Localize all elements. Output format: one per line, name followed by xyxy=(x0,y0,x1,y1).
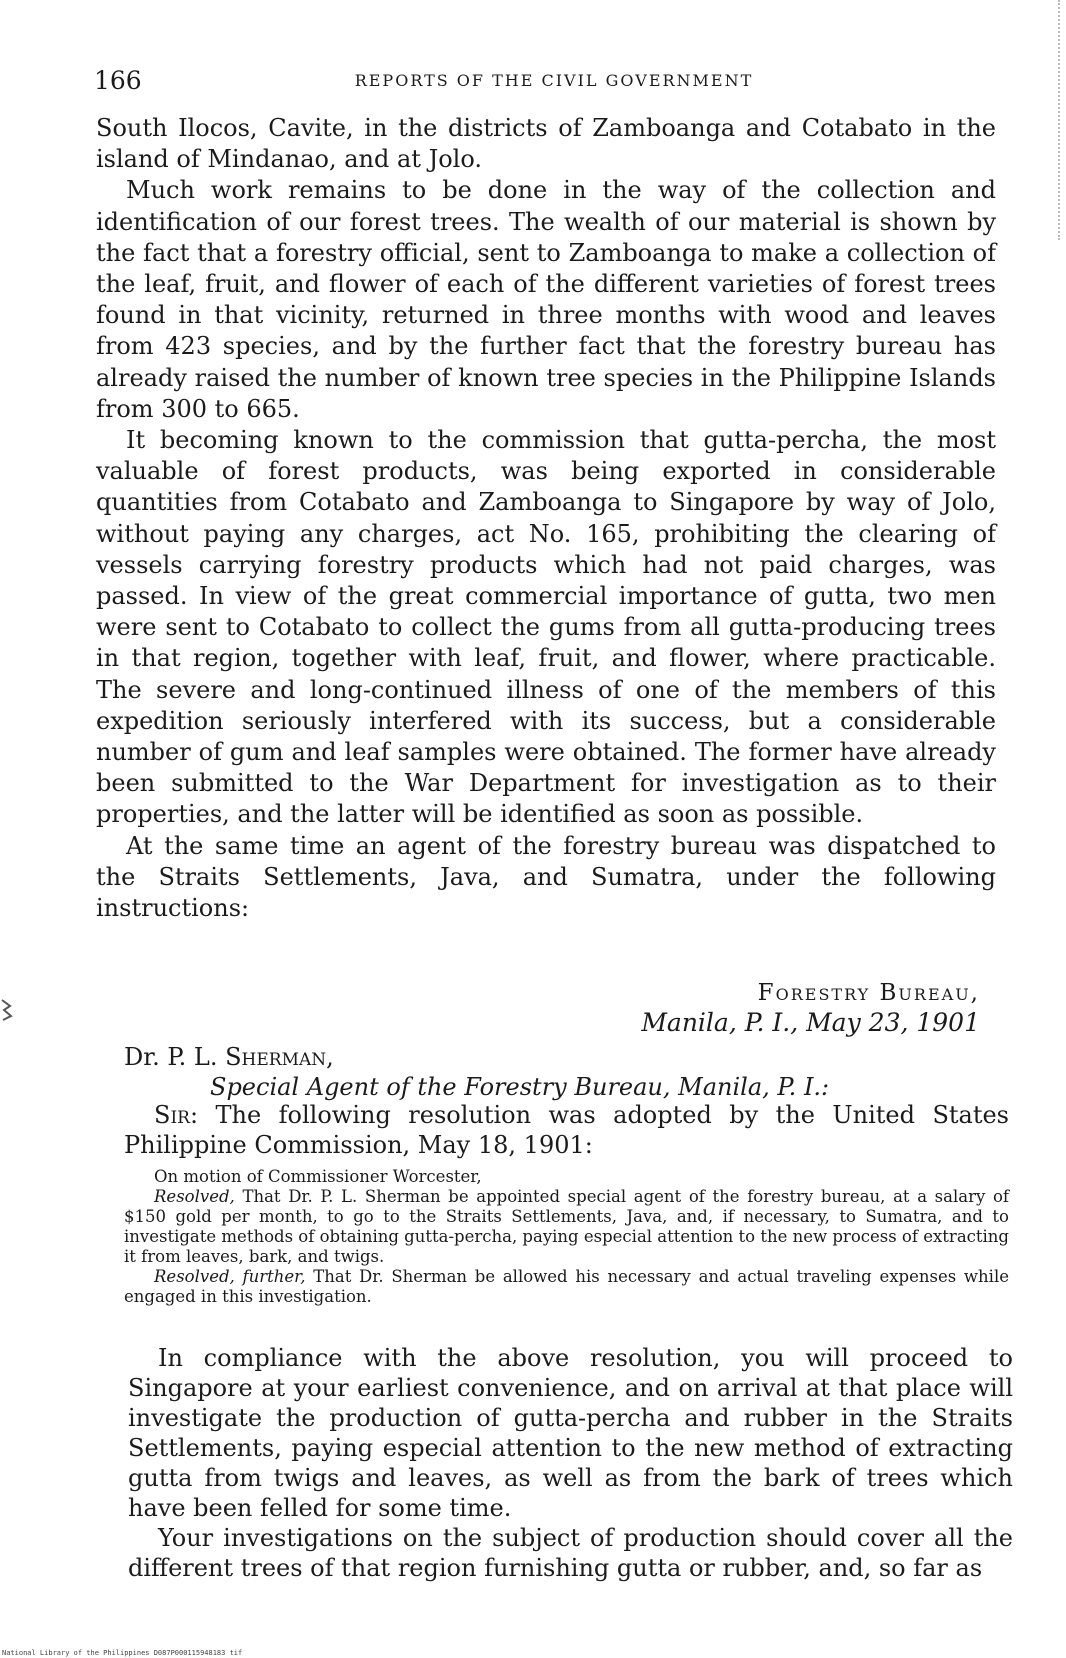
body-text xyxy=(96,113,996,924)
page-header xyxy=(94,66,974,96)
salutation xyxy=(124,1100,1009,1160)
instructions-paragraph-2: Your investigations on the subject of production should cover all the different trees of that region furnishing gutta or rubber, and, so far as xyxy=(128,1524,1013,1582)
resolved-further-text: That Dr. Sherman be allowed his necessary and actual traveling expenses while engaged in this investigation. xyxy=(124,1267,1010,1306)
paragraph-agent-dispatch: At the same time an agent of the forestry bureau was dispatched to the Straits Settlements, Java, and Sumatra, under the following instructions: xyxy=(96,831,996,923)
salutation-sir: Sir: xyxy=(154,1101,199,1129)
letter-date: Manila, P. I., May 23, 1901 xyxy=(641,1008,980,1037)
addressee-title: Dr. P. L. xyxy=(124,1043,218,1071)
paragraph-gutta-percha: It becoming known to the commission that gutta-percha, the most valuable of forest products, was being exported in considerable quantities from Cotabato and Zamboanga to Singapore by way of Jolo, without paying any charges, act No. 165, prohibiting the clearing of vessels carrying forestry products which had not paid charges, was passed. In view of the great commercial importance of gutta, two men were sent to Cotabato to collect the gums from all gutta-producing trees in that region, together with leaf, fruit, and flower, where practicable. The severe and long-continued illness of one of the members of this expedition seriously interfered with its success, but a considerable number of gum and leaf samples were obtained. The former have already been submitted to the War Department for investigation as to their properties, and the latter will be identified as soon as possible. xyxy=(96,426,996,829)
paragraph-forest-trees: Much work remains to be done in the way of the collection and identification of our forest trees. The wealth of our material is shown by the fact that a forestry official, sent to Zamboanga to make a collection of the leaf, fruit, and flower of each of the different varieties of forest trees found in that vicinity, returned in three months with wood and leaves from 423 species, and by the further fact that the forestry bureau has already raised the number of known tree species in the Philippine Islands from 300 to 665. xyxy=(96,176,996,423)
addressee-role: Special Agent of the Forestry Bureau, Manila, P. I.: xyxy=(210,1073,830,1101)
addressee-name xyxy=(124,1042,1004,1072)
resolved-text: That Dr. P. L. Sherman be appointed special agent of the forestry bureau, at a salary of $150 gold per month, to go to the Straits Settlements, Java, and, if necessary, to Sumatra, and to investigate methods of obtaining gutta-percha, paying especial attention to the new process of extracting it from leaves, bark, and twigs. xyxy=(124,1187,1010,1266)
addressee-surname: Sherman, xyxy=(225,1043,334,1071)
letter-heading xyxy=(560,978,980,1038)
instructions-paragraph-1: In compliance with the above resolution, you will proceed to Singapore at your earliest convenience, and on arrival at that place will investigate the production of gutta-percha and rubber in the Straits Settlements, paying especial attention to the new method of extracting gutta from twigs and leaves, as well as from the bark of trees which have been felled for some time. xyxy=(128,1344,1013,1522)
resolved-further-label: Resolved, further, xyxy=(154,1267,306,1286)
scan-footer: National Library of the Philippines D087P000115948183 tif xyxy=(2,1649,243,1657)
resolved-label: Resolved, xyxy=(154,1187,235,1206)
page-number: 166 xyxy=(94,66,142,95)
resolution-motion: On motion of Commissioner Worcester, xyxy=(154,1167,482,1186)
paragraph-continuation: South Ilocos, Cavite, in the districts of Zamboanga and Cotabato in the island of Mindanao, and at Jolo. xyxy=(96,114,996,174)
resolution-quote xyxy=(124,1167,1009,1307)
scan-edge-artifact xyxy=(1044,0,1060,240)
letter-instructions xyxy=(128,1343,1013,1583)
scan-smudge-mark xyxy=(0,996,14,1024)
running-head: REPORTS OF THE CIVIL GOVERNMENT xyxy=(354,71,754,90)
letter-place: Forestry Bureau, xyxy=(757,980,980,1006)
salutation-text: The following resolution was adopted by the United States Philippine Commission, May 18, 1901: xyxy=(124,1101,1010,1159)
resolution-further xyxy=(124,1267,1009,1307)
resolution-main xyxy=(124,1187,1009,1267)
letter-addressee xyxy=(124,1042,1004,1102)
